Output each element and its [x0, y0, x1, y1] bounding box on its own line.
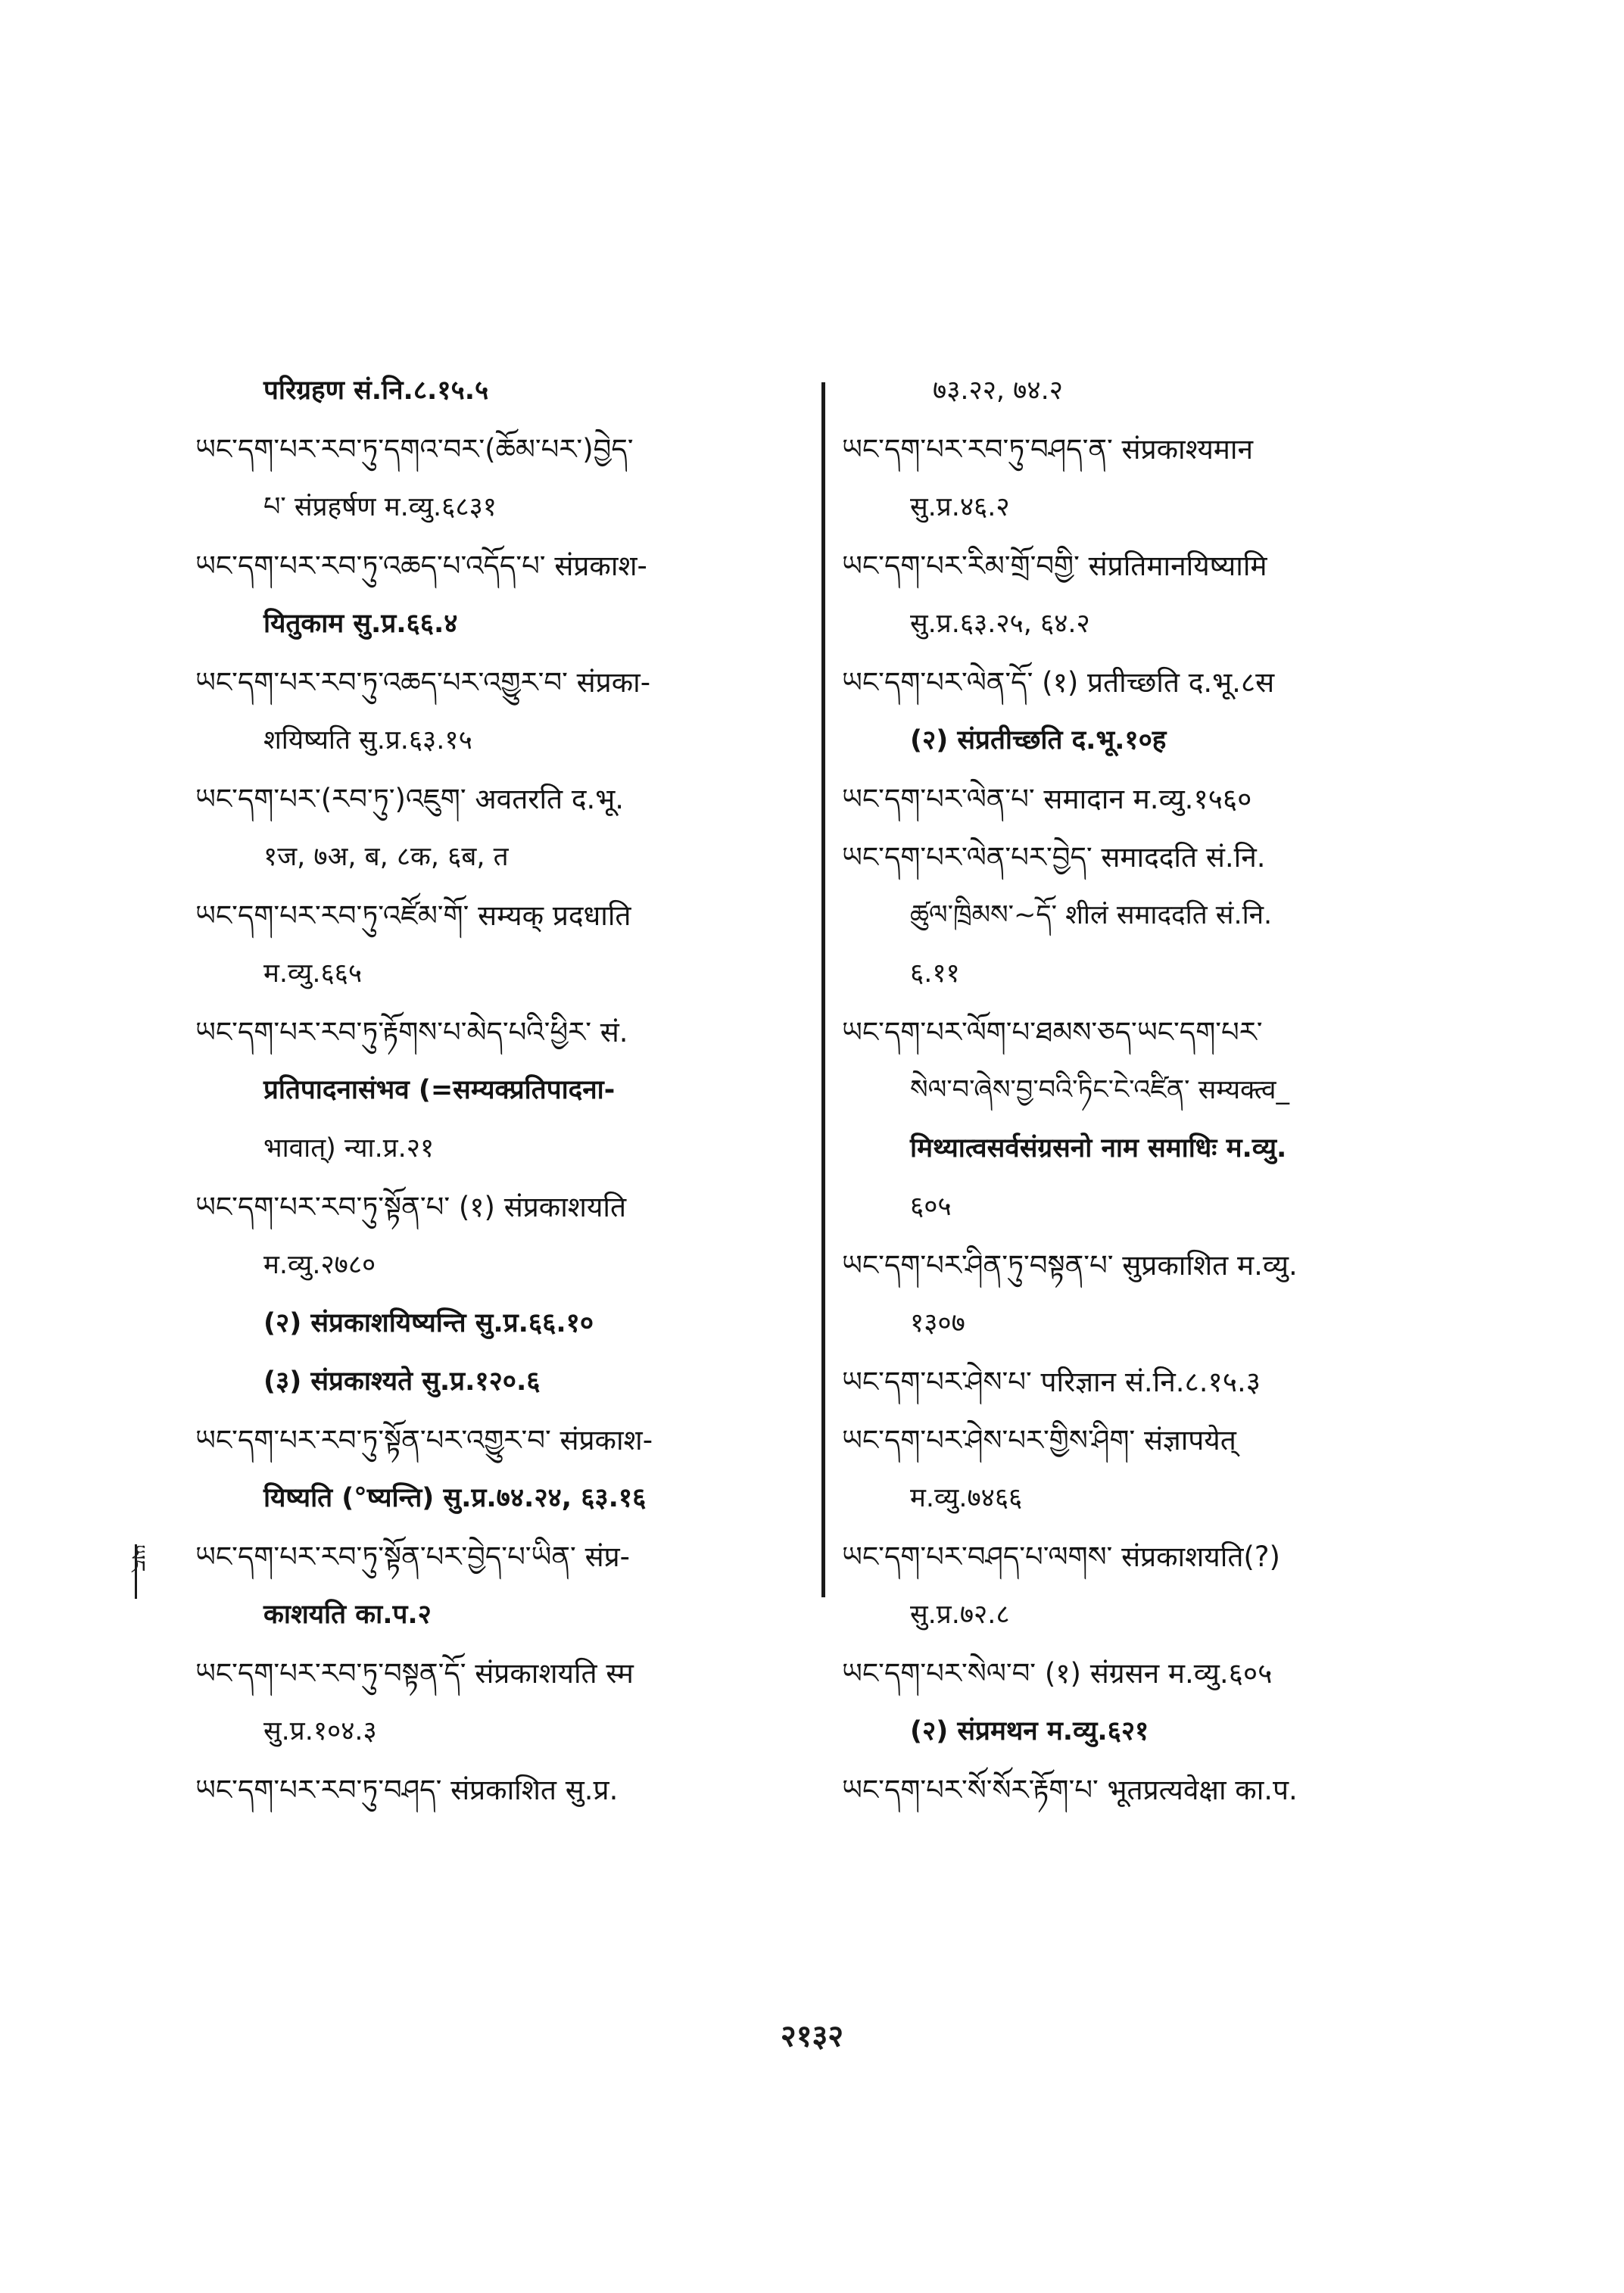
dictionary-line: ཡང་དག་པར་སོ་སོར་རྟོག་པ་ भूतप्रत्यवेक्षा का.प.: [842, 1774, 1298, 1806]
dictionary-line: ཡང་དག་པར་རིམ་གྲོ་བགྱི་ संप्रतिमानयिष्यामि: [842, 550, 1267, 582]
dictionary-line: यितुकाम सु.प्र.६६.४: [263, 609, 458, 639]
dictionary-line: प्रतिपादनासंभव (=सम्यक्प्रतिपादना-: [263, 1075, 616, 1105]
dictionary-line: ཡང་དག་པར་སེལ་བ་ (१) संग्रसन म.व्यु.६०५: [842, 1657, 1273, 1690]
dictionary-line: ཡང་དག་པར་ཤིན་ཏུ་བསྟན་པ་ सुप्रकाशित म.व्यु.: [842, 1249, 1298, 1282]
dictionary-line: सु.प्र.१०४.३: [263, 1716, 377, 1746]
dictionary-line: ཡང་དག་པར་རབ་ཏུ་དགའ་བར་(ཆོམ་པར་)བྱེད་: [195, 433, 634, 466]
dictionary-line: सु.प्र.४६.२: [910, 492, 1010, 522]
dictionary-line: सु.प्र.७२.८: [910, 1600, 1010, 1630]
dictionary-line: काशयति का.प.२: [263, 1600, 432, 1630]
dictionary-line: ཡང་དག་པར་བཤད་པ་ལགས་ संप्रकाशयति(?): [842, 1541, 1280, 1573]
dictionary-line: (३) संप्रकाश्यते सु.प्र.१२०.६: [263, 1366, 541, 1397]
dictionary-line: ཡང་དག་པར་རབ་ཏུ་བཤད་ན་ संप्रकाश्यमान: [842, 433, 1254, 466]
dictionary-line: ཡང་དག་པར་རབ་ཏུ་རྟོགས་པ་མེད་པའི་ཕྱིར་ सं.: [195, 1016, 628, 1048]
dictionary-line: ཡང་དག་པར་རབ་ཏུ་འཛོམ་གོ་ सम्यक् प्रदधाति: [195, 899, 631, 932]
dictionary-line: म.व्यु.२७८०: [263, 1250, 376, 1280]
dictionary-line: ཡང་དག་པར་ཤེས་པ་ परिज्ञान सं.नि.८.१५.३: [842, 1366, 1261, 1398]
dictionary-line: (२) संप्रतीच्छति द.भू.१०ह: [910, 725, 1167, 756]
column-divider: [821, 382, 825, 1597]
dictionary-line: (२) संप्रकाशयिष्यन्ति सु.प्र.६६.१०: [263, 1308, 594, 1338]
dictionary-line: ཡང་དག་པར་ལེན་པ་ समादान म.व्यु.१५६०: [842, 783, 1252, 815]
dictionary-line: म.व्यु.६६५: [263, 958, 363, 989]
dictionary-line: ཡང་དག་པར་ལོག་པ་ཐམས་ཅད་ཡང་དག་པར་: [842, 1016, 1263, 1048]
dictionary-line: शयिष्यति सु.प्र.६३.१५: [263, 725, 472, 756]
dictionary-line: १३०७: [910, 1308, 965, 1338]
dictionary-line: ཡང་དག་པར་རབ་ཏུ་འཆད་པར་འགྱུར་བ་ संप्रका-: [195, 666, 651, 699]
left-column: [195, 362, 846, 1819]
dictionary-line: ཡང་དག་པར་ལེན་པར་བྱེད་ समाददति सं.नि.: [842, 841, 1266, 874]
right-column: [842, 362, 1493, 1819]
dictionary-line: ཚུལ་ཁྲིམས་~དོ་ शीलं समाददति सं.नि.: [910, 900, 1273, 930]
dictionary-line: ཡང་དག་པར་(རབ་ཏུ་)འཇུག་ अवतरति द.भू.: [195, 783, 625, 815]
dictionary-line: པ་ संप्रहर्षण म.व्यु.६८३१: [263, 492, 497, 522]
dictionary-line: ७३.२२, ७४.२: [933, 375, 1063, 406]
dictionary-line: परिग्रहण सं.नि.८.१५.५: [263, 375, 489, 406]
dictionary-line: ཡང་དག་པར་རབ་ཏུ་སྟོན་པར་བྱེད་པ་ཡིན་ संप्र-: [195, 1541, 631, 1573]
dictionary-line: ཡང་དག་པར་རབ་ཏུ་བཤད་ संप्रकाशित सु.प्र.: [195, 1774, 619, 1806]
dictionary-line: ६०५: [910, 1192, 952, 1222]
dictionary-line: यिष्यति (°ष्यन्ति) सु.प्र.७४.२४, ६३.१६: [263, 1483, 647, 1513]
dictionary-line: सु.प्र.६३.२५, ६४.२: [910, 609, 1090, 639]
dictionary-line: ཡང་དག་པར་རབ་ཏུ་འཆད་པ་འདོད་པ་ संप्रकाश-: [195, 550, 647, 582]
dictionary-line: १ज, ७अ, ब, ८क, ६ब, त: [263, 842, 509, 872]
dictionary-line: ཡང་དག་པར་རབ་ཏུ་སྟོན་པ་ (१) संप्रकाशयति: [195, 1191, 627, 1223]
dictionary-line: (२) संप्रमथन म.व्यु.६२१: [910, 1716, 1149, 1746]
margin-mark: ཡང: [135, 1544, 167, 1599]
dictionary-line: ६.११: [910, 958, 960, 989]
dictionary-line: ཡང་དག་པར་ལེན་དོ་ (१) प्रतीच्छति द.भू.८स: [842, 666, 1275, 699]
dictionary-line: मिथ्यात्वसर्वसंग्रसनो नाम समाधिः म.व्यु.: [910, 1133, 1287, 1164]
dictionary-line: ཡང་དག་པར་རབ་ཏུ་སྟོན་པར་འགྱུར་བ་ संप्रकाश-: [195, 1424, 653, 1456]
dictionary-line: སེལ་བ་ཞེས་བྱ་བའི་ཏིང་ངེ་འཛིན་ सम्यक्त्व_: [910, 1075, 1289, 1105]
dictionary-line: ཡང་དག་པར་ཤེས་པར་གྱིས་ཤིག་ संज्ञापयेत्: [842, 1424, 1236, 1456]
page-number: २१३२: [780, 2019, 844, 2054]
dictionary-line: भावात्) न्या.प्र.२१: [263, 1133, 435, 1164]
dictionary-line: ཡང་དག་པར་རབ་ཏུ་བསྟན་དོ་ संप्रकाशयति स्म: [195, 1657, 634, 1690]
dictionary-line: म.व्यु.७४६६: [910, 1483, 1023, 1513]
